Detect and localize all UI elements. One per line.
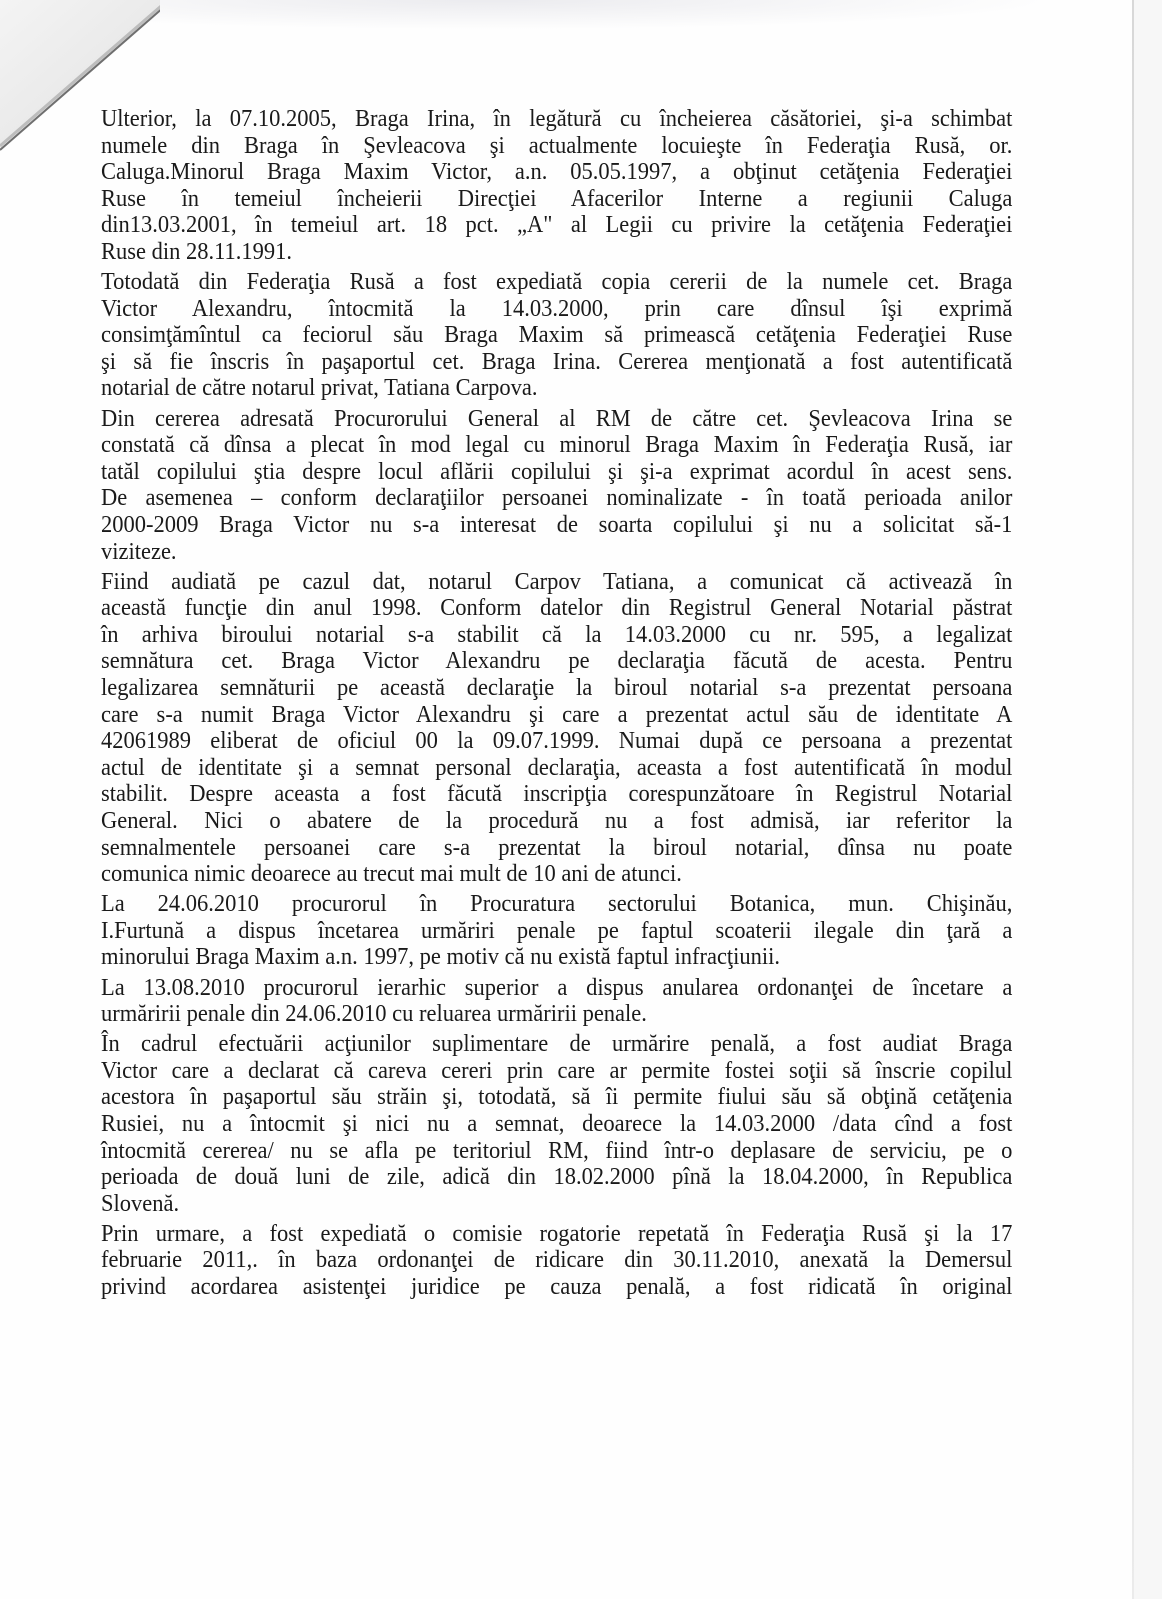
text-line: semnătura cet. Braga Victor Alexandru pe declaraţia făcută de acesta. Pentru (101, 647, 1013, 675)
text-line: februarie 2011,. în baza ordonanţei de ridicare din 30.11.2010, anexată la Demersul (101, 1246, 1013, 1274)
text-line: actul de identitate şi a semnat personal declaraţia, aceasta a fost autentificată în modul (101, 753, 1013, 781)
paragraph (101, 891, 1012, 971)
text-line: urmăririi penale din 24.06.2010 cu reluarea urmăririi penale. (101, 1000, 647, 1028)
text-line: Victor Alexandru, întocmită la 14.03.2000, prin care dînsul îşi exprimă (101, 294, 1013, 322)
text-line: notarial de către notarul privat, Tatiana Carpova. (101, 374, 538, 402)
text-line: tatăl copilului ştia despre locul aflării copilului şi şi-a exprimat acordul în acest sens. (101, 457, 1013, 485)
text-line: Din cererea adresată Procurorului General al RM de către cet. Şevleacova Irina se (101, 404, 1013, 432)
text-line: La 13.08.2010 procurorul ierarhic superior a dispus anularea ordonanţei de încetare a (101, 973, 1013, 1001)
text-line: 2000-2009 Braga Victor nu s-a interesat de soarta copilului şi nu a solicitat să-1 (101, 510, 1013, 538)
text-line: numele din Braga în Şevleacova şi actualmente locuieşte în Federaţia Rusă, or. (101, 131, 1013, 159)
page-right-edge (1132, 0, 1134, 1599)
scanner-edge (1134, 0, 1162, 1599)
paragraph (101, 406, 1012, 566)
document-body (101, 106, 1012, 1304)
text-line: Ruse din 28.11.1991. (101, 237, 292, 265)
text-line: constată că dînsa a plecat în mod legal cu minorul Braga Maxim în Federaţia Rusă, iar (101, 431, 1013, 459)
text-line: Rusiei, nu a întocmit şi nici nu a semnat, deoarece la 14.03.2000 /data cînd a fost (101, 1109, 1013, 1137)
paragraph (101, 1031, 1012, 1217)
paragraph (101, 269, 1012, 402)
scan-smudge (110, 0, 1060, 30)
text-line: privind acordarea asistenţei juridice pe cauza penală, a fost ridicată în original (101, 1273, 1013, 1301)
text-line: acestora în paşaportul său străin şi, totodată, să îi permite fiului său să obţină cetăţenia (101, 1083, 1013, 1111)
paragraph (101, 569, 1012, 888)
text-line: Prin urmare, a fost expediată o comisie rogatorie repetată în Federaţia Rusă şi la 17 (101, 1219, 1013, 1247)
text-line: această funcţie din anul 1998. Conform datelor din Registrul General Notarial păstrat (101, 594, 1013, 622)
text-line: stabilit. Despre aceasta a fost făcută inscripţia corespunzătoare în Registrul Notarial (101, 780, 1013, 808)
text-line: semnalmentele persoanei care s-a prezentat la biroul notarial, dînsa nu poate (101, 833, 1013, 861)
text-line: viziteze. (101, 537, 177, 565)
paragraph (101, 106, 1012, 266)
text-line: La 24.06.2010 procurorul în Procuratura sectorului Botanica, mun. Chişinău, (101, 890, 1013, 918)
paragraph (101, 975, 1012, 1028)
text-line: General. Nici o abatere de la procedură nu a fost admisă, iar referitor la (101, 806, 1013, 834)
text-line: În cadrul efectuării acţiunilor suplimentare de urmărire penală, a fost audiat Braga (101, 1030, 1013, 1058)
paragraph (101, 1221, 1012, 1301)
text-line: I.Furtună a dispus încetarea urmăriri penale pe faptul scoaterii ilegale din ţară a (101, 916, 1013, 944)
text-line: legalizarea semnăturii pe această declaraţie la biroul notarial s-a prezentat persoana (101, 673, 1013, 701)
text-line: minorului Braga Maxim a.n. 1997, pe motiv că nu există faptul infracţiunii. (101, 943, 781, 971)
text-line: Slovenă. (101, 1189, 180, 1217)
text-line: Ruse în temeiul încheierii Direcţiei Afacerilor Interne a regiunii Caluga (101, 184, 1013, 212)
text-line: consimţămîntul ca feciorul său Braga Maxim să primească cetăţenia Federaţiei Ruse (101, 321, 1013, 349)
text-line: Totodată din Federaţia Rusă a fost expediată copia cererii de la numele cet. Braga (101, 268, 1013, 296)
text-line: Caluga.Minorul Braga Maxim Victor, a.n. 05.05.1997, a obţinut cetăţenia Federaţiei (101, 158, 1013, 186)
text-line: din13.03.2001, în temeiul art. 18 pct. „A" al Legii cu privire la cetăţenia Federaţiei (101, 211, 1013, 239)
text-line: comunica nimic deoarece au trecut mai mult de 10 ani de atunci. (101, 860, 682, 888)
text-line: perioada de două luni de zile, adică din 18.02.2000 pînă la 18.04.2000, în Republica (101, 1163, 1013, 1191)
text-line: întocmită cererea/ nu se afla pe teritoriul RM, fiind într-o deplasare de serviciu, pe o (101, 1136, 1013, 1164)
text-line: în arhiva biroului notarial s-a stabilit că la 14.03.2000 cu nr. 595, a legalizat (101, 620, 1013, 648)
text-line: şi să fie înscris în paşaportul cet. Braga Irina. Cererea menţionată a fost autentificată (101, 347, 1013, 375)
text-line: De asemenea – conform declaraţiilor persoanei nominalizate - în toată perioada anilor (101, 484, 1013, 512)
text-line: Ulterior, la 07.10.2005, Braga Irina, în legătură cu încheierea căsătoriei, şi-a schimbat (101, 105, 1013, 132)
text-line: 42061989 eliberat de oficiul 00 la 09.07.1999. Numai după ce persoana a prezentat (101, 727, 1013, 755)
text-line: care s-a numit Braga Victor Alexandru şi care a prezentat actul său de identitate A (101, 700, 1013, 728)
text-line: Fiind audiată pe cazul dat, notarul Carpov Tatiana, a comunicat că activează în (101, 567, 1013, 595)
text-line: Victor care a declarat că careva cereri prin care ar permite fostei soţii să înscrie copilul (101, 1056, 1013, 1084)
